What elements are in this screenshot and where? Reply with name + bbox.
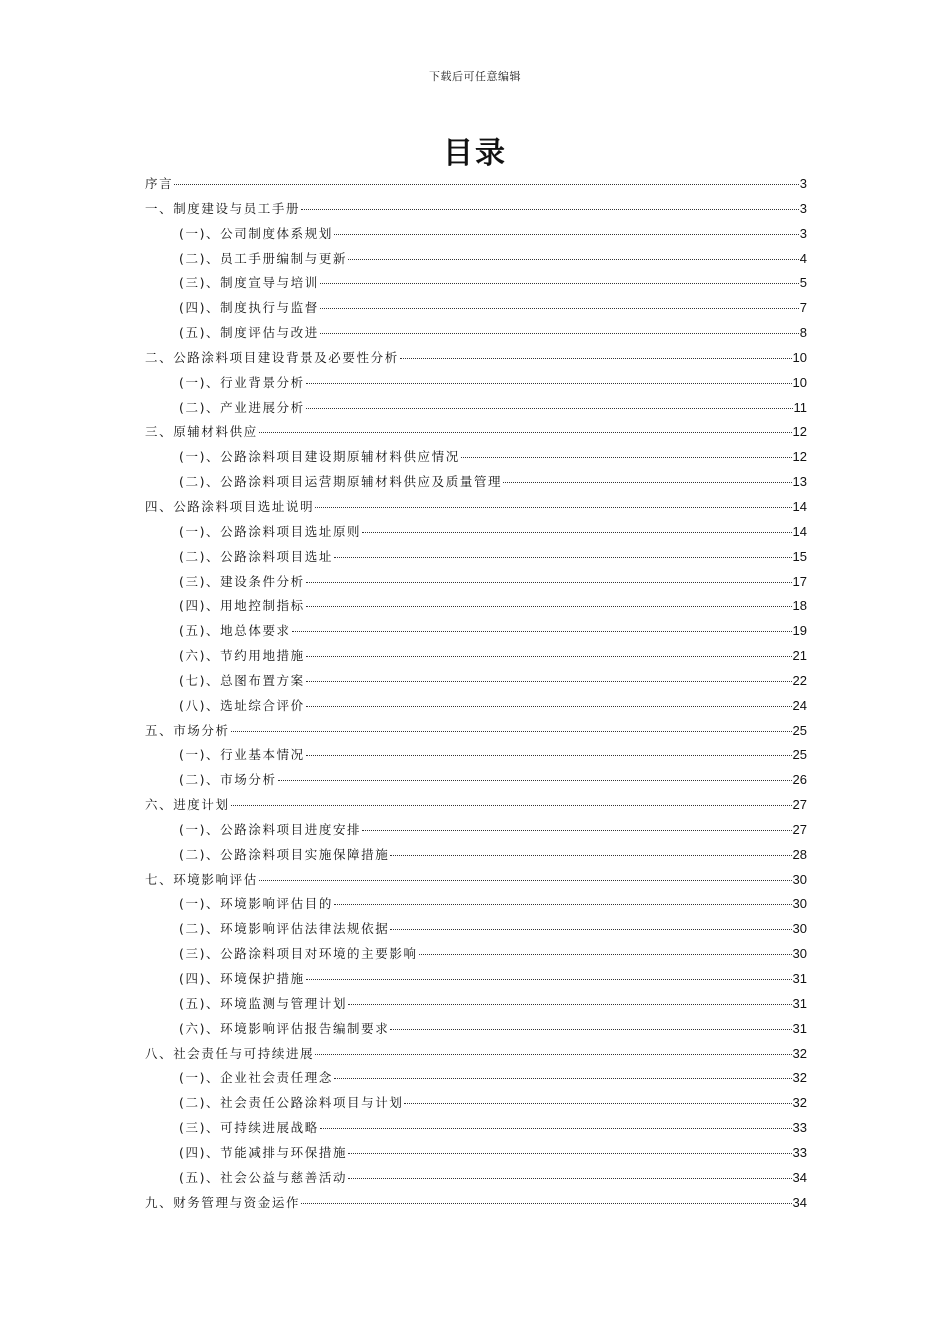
toc-dot-leader	[231, 805, 792, 806]
toc-dot-leader	[461, 457, 792, 458]
toc-page-number: 21	[792, 648, 807, 664]
toc-entry-title: (一)、公路涂料项目进度安排	[179, 821, 362, 837]
toc-dot-leader	[306, 706, 792, 707]
toc-title: 目录	[443, 136, 507, 171]
toc-page-number: 27	[792, 821, 807, 837]
toc-section-entry[interactable]	[145, 298, 807, 323]
toc-entry-title: (二)、员工手册编制与更新	[179, 250, 348, 266]
toc-dot-leader	[306, 408, 793, 409]
toc-chapter-entry[interactable]	[145, 348, 807, 373]
toc-dot-leader	[400, 358, 792, 359]
toc-page-number: 17	[792, 573, 807, 589]
toc-section-entry[interactable]	[145, 894, 807, 919]
toc-page-number: 10	[792, 374, 807, 390]
toc-page-number: 24	[792, 697, 807, 713]
toc-section-entry[interactable]	[145, 944, 807, 969]
toc-page-number: 25	[792, 722, 807, 738]
toc-page-number: 31	[792, 1020, 807, 1036]
toc-section-entry[interactable]	[145, 820, 807, 845]
toc-section-entry[interactable]	[145, 969, 807, 994]
toc-section-entry[interactable]	[145, 522, 807, 547]
toc-entry-title: (五)、地总体要求	[179, 623, 291, 639]
toc-section-entry[interactable]	[145, 447, 807, 472]
toc-dot-leader	[174, 184, 799, 185]
toc-entry-title: (一)、行业背景分析	[179, 374, 305, 390]
toc-page-number: 32	[792, 1045, 807, 1061]
toc-page-number: 27	[792, 797, 807, 813]
toc-dot-leader	[306, 606, 792, 607]
toc-entry-title: (一)、行业基本情况	[179, 747, 305, 763]
toc-entry-title: 一、制度建设与员工手册	[145, 200, 301, 216]
toc-entry-title: (一)、公司制度体系规划	[179, 225, 333, 241]
toc-chapter-entry[interactable]	[145, 174, 807, 199]
toc-entry-title: (四)、用地控制指标	[179, 598, 305, 614]
toc-page-number: 22	[792, 672, 807, 688]
toc-dot-leader	[390, 855, 791, 856]
toc-page-number: 33	[792, 1144, 807, 1160]
toc-section-entry[interactable]	[145, 1143, 807, 1168]
toc-chapter-entry[interactable]	[145, 1193, 807, 1218]
toc-dot-leader	[306, 383, 792, 384]
toc-entry-title: (一)、环境影响评估目的	[179, 896, 333, 912]
toc-entry-title: (二)、公路涂料项目实施保障措施	[179, 846, 390, 862]
toc-page-number: 10	[792, 349, 807, 365]
toc-page-number: 33	[792, 1120, 807, 1136]
toc-dot-leader	[320, 333, 799, 334]
toc-entry-title: (六)、节约用地措施	[179, 648, 305, 664]
toc-entry-title: (五)、环境监测与管理计划	[179, 995, 348, 1011]
toc-dot-leader	[315, 507, 791, 508]
toc-entry-title: 八、社会责任与可持续进展	[145, 1045, 315, 1061]
toc-dot-leader	[306, 755, 792, 756]
toc-page-number: 3	[799, 225, 807, 241]
toc-entry-title: 九、财务管理与资金运作	[145, 1194, 301, 1210]
toc-dot-leader	[292, 631, 792, 632]
toc-entry-title: (二)、市场分析	[179, 772, 277, 788]
toc-page-number: 32	[792, 1070, 807, 1086]
toc-chapter-entry[interactable]	[145, 1044, 807, 1069]
toc-entry-title: (一)、公路涂料项目选址原则	[179, 523, 362, 539]
toc-page-number: 30	[792, 921, 807, 937]
toc-dot-leader	[301, 1203, 791, 1204]
toc-section-entry[interactable]	[145, 1118, 807, 1143]
toc-entry-title: (三)、制度宣导与培训	[179, 275, 319, 291]
toc-dot-leader	[306, 582, 792, 583]
toc-section-entry[interactable]	[145, 596, 807, 621]
toc-section-entry[interactable]	[145, 770, 807, 795]
page-header-note: 下载后可任意编辑	[429, 70, 521, 83]
toc-entry-title: (一)、企业社会责任理念	[179, 1070, 333, 1086]
toc-page-number: 19	[792, 623, 807, 639]
toc-entry-title: 四、公路涂料项目选址说明	[145, 498, 315, 514]
toc-dot-leader	[259, 432, 792, 433]
toc-entry-title: (二)、公路涂料项目运营期原辅材料供应及质量管理	[179, 474, 503, 490]
toc-entry-title: (六)、环境影响评估报告编制要求	[179, 1020, 390, 1036]
toc-page-number: 8	[799, 325, 807, 341]
toc-entry-title: (三)、公路涂料项目对环境的主要影响	[179, 946, 418, 962]
toc-dot-leader	[231, 731, 792, 732]
toc-entry-title: (七)、总图布置方案	[179, 672, 305, 688]
toc-section-entry[interactable]	[145, 671, 807, 696]
toc-section-entry[interactable]	[145, 249, 807, 274]
toc-entry-title: (五)、社会公益与慈善活动	[179, 1169, 348, 1185]
toc-dot-leader	[320, 283, 799, 284]
toc-section-entry[interactable]	[145, 273, 807, 298]
toc-entry-title: (四)、制度执行与监督	[179, 300, 319, 316]
toc-page-number: 5	[799, 275, 807, 291]
toc-dot-leader	[348, 1004, 791, 1005]
toc-section-entry[interactable]	[145, 472, 807, 497]
toc-dot-leader	[301, 209, 799, 210]
toc-entry-title: (四)、环境保护措施	[179, 971, 305, 986]
toc-page-number: 30	[792, 946, 807, 962]
toc-dot-leader	[348, 1178, 791, 1179]
toc-dot-leader	[315, 1054, 791, 1055]
toc-entry-title: (一)、公路涂料项目建设期原辅材料供应情况	[179, 449, 460, 465]
toc-page-number: 3	[799, 176, 807, 191]
toc-page-number: 12	[792, 424, 807, 440]
toc-page-number: 14	[792, 498, 807, 514]
toc-entry-title: (二)、产业进展分析	[179, 399, 305, 415]
toc-page-number: 15	[792, 548, 807, 564]
toc-dot-leader	[259, 880, 792, 881]
toc-entry-title: (二)、社会责任公路涂料项目与计划	[179, 1095, 404, 1111]
toc-section-entry[interactable]	[145, 572, 807, 597]
toc-dot-leader	[334, 1078, 792, 1079]
toc-section-entry[interactable]	[145, 323, 807, 348]
toc-page-number: 34	[792, 1194, 807, 1210]
toc-section-entry[interactable]	[145, 845, 807, 870]
toc-page-number: 30	[792, 871, 807, 887]
toc-page-number: 31	[792, 971, 807, 986]
toc-page-number: 11	[793, 399, 807, 415]
toc-dot-leader	[362, 830, 791, 831]
toc-page-number: 12	[792, 449, 807, 465]
toc-section-entry[interactable]	[145, 224, 807, 249]
toc-dot-leader	[503, 482, 791, 483]
toc-dot-leader	[320, 308, 799, 309]
toc-page-number: 7	[799, 300, 807, 316]
toc-entry-title: (四)、节能减排与环保措施	[179, 1144, 348, 1160]
toc-dot-leader	[348, 1153, 791, 1154]
toc-section-entry[interactable]	[145, 1019, 807, 1044]
toc-section-entry[interactable]	[145, 646, 807, 671]
toc-dot-leader	[278, 780, 792, 781]
toc-dot-leader	[419, 954, 792, 955]
toc-dot-leader	[334, 234, 799, 235]
toc-entry-title: 七、环境影响评估	[145, 871, 258, 887]
toc-entry-title: (二)、公路涂料项目选址	[179, 548, 333, 564]
toc-page-number: 3	[799, 200, 807, 216]
toc-section-entry[interactable]	[145, 994, 807, 1019]
toc-dot-leader	[320, 1128, 792, 1129]
toc-entry-title: (八)、选址综合评价	[179, 697, 305, 713]
toc-dot-leader	[390, 1029, 791, 1030]
toc-section-entry[interactable]	[145, 1068, 807, 1093]
toc-section-entry[interactable]	[145, 1093, 807, 1118]
toc-page-number: 18	[792, 598, 807, 614]
toc-dot-leader	[334, 557, 792, 558]
toc-chapter-entry[interactable]	[145, 199, 807, 224]
toc-dot-leader	[306, 681, 792, 682]
toc-entry-title: 序言	[145, 176, 174, 191]
toc-section-entry[interactable]	[145, 373, 807, 398]
toc-entry-title: 五、市场分析	[145, 722, 230, 738]
toc-entry-title: 六、进度计划	[145, 797, 230, 813]
toc-chapter-entry[interactable]	[145, 721, 807, 746]
toc-entry-title: (二)、环境影响评估法律法规依据	[179, 921, 390, 937]
toc-section-entry[interactable]	[145, 398, 807, 423]
toc-page-number: 28	[792, 846, 807, 862]
toc-dot-leader	[306, 656, 792, 657]
toc-section-entry[interactable]	[145, 745, 807, 770]
toc-chapter-entry[interactable]	[145, 870, 807, 895]
toc-dot-leader	[306, 979, 792, 980]
toc-page-number: 13	[792, 474, 807, 490]
toc-dot-leader	[390, 929, 791, 930]
toc-section-entry[interactable]	[145, 696, 807, 721]
toc-dot-leader	[404, 1103, 791, 1104]
toc-dot-leader	[348, 259, 799, 260]
toc-chapter-entry[interactable]	[145, 497, 807, 522]
toc-entry-title: (三)、建设条件分析	[179, 573, 305, 589]
toc-dot-leader	[362, 532, 791, 533]
toc-entry-title: 二、公路涂料项目建设背景及必要性分析	[145, 349, 399, 365]
toc-section-entry[interactable]	[145, 1168, 807, 1193]
toc-dot-leader	[334, 904, 792, 905]
toc-entry-title: (三)、可持续进展战略	[179, 1120, 319, 1136]
table-of-contents	[145, 174, 807, 1217]
toc-chapter-entry[interactable]	[145, 422, 807, 447]
toc-page-number: 30	[792, 896, 807, 912]
toc-page-number: 25	[792, 747, 807, 763]
toc-entry-title: 三、原辅材料供应	[145, 424, 258, 440]
toc-section-entry[interactable]	[145, 621, 807, 646]
toc-section-entry[interactable]	[145, 547, 807, 572]
toc-section-entry[interactable]	[145, 919, 807, 944]
toc-page-number: 31	[792, 995, 807, 1011]
toc-entry-title: (五)、制度评估与改进	[179, 325, 319, 341]
toc-page-number: 26	[792, 772, 807, 788]
toc-chapter-entry[interactable]	[145, 795, 807, 820]
toc-page-number: 14	[792, 523, 807, 539]
toc-page-number: 4	[799, 250, 807, 266]
toc-page-number: 34	[792, 1169, 807, 1185]
toc-page-number: 32	[792, 1095, 807, 1111]
